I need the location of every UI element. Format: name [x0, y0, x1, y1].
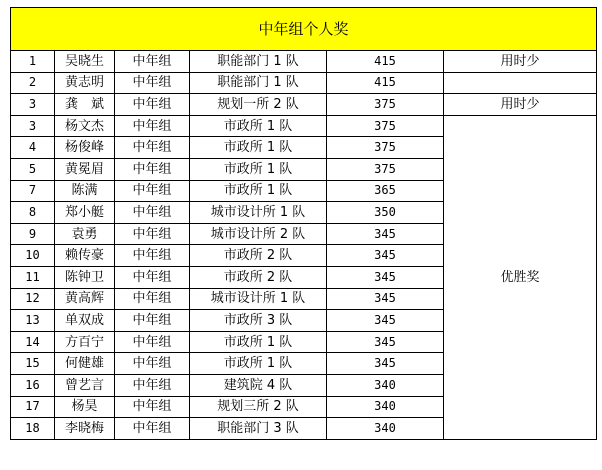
group-cell: 中年组	[115, 418, 190, 440]
score-cell: 340	[327, 418, 444, 440]
team-cell: 职能部门 1 队	[190, 51, 327, 73]
name-cell: 黄高辉	[55, 288, 115, 310]
score-cell: 350	[327, 202, 444, 224]
table-row	[11, 51, 597, 73]
table-row	[11, 72, 597, 94]
name-cell: 杨俊峰	[55, 137, 115, 159]
team-cell: 规划三所 2 队	[190, 396, 327, 418]
team-cell: 规划一所 2 队	[190, 94, 327, 116]
group-cell: 中年组	[115, 115, 190, 137]
score-cell: 375	[327, 137, 444, 159]
group-cell: 中年组	[115, 51, 190, 73]
group-cell: 中年组	[115, 158, 190, 180]
group-cell: 中年组	[115, 310, 190, 332]
name-cell: 陈满	[55, 180, 115, 202]
name-cell: 杨昊	[55, 396, 115, 418]
score-cell: 365	[327, 180, 444, 202]
group-cell: 中年组	[115, 223, 190, 245]
team-cell: 建筑院 4 队	[190, 374, 327, 396]
group-cell: 中年组	[115, 137, 190, 159]
name-cell: 黄志明	[55, 72, 115, 94]
score-cell: 345	[327, 245, 444, 267]
team-cell: 城市设计所 1 队	[190, 288, 327, 310]
rank-cell: 7	[11, 180, 55, 202]
score-cell: 375	[327, 94, 444, 116]
table-title: 中年组个人奖	[11, 8, 597, 51]
group-cell: 中年组	[115, 180, 190, 202]
rank-cell: 13	[11, 310, 55, 332]
score-cell: 345	[327, 331, 444, 353]
rank-cell: 16	[11, 374, 55, 396]
rank-cell: 3	[11, 94, 55, 116]
title-row	[11, 8, 597, 51]
rank-cell: 2	[11, 72, 55, 94]
award-table	[10, 7, 597, 440]
merged-note-cell: 优胜奖	[444, 115, 597, 439]
team-cell: 市政所 1 队	[190, 180, 327, 202]
group-cell: 中年组	[115, 72, 190, 94]
rank-cell: 12	[11, 288, 55, 310]
score-cell: 415	[327, 51, 444, 73]
score-cell: 345	[327, 223, 444, 245]
rank-cell: 11	[11, 266, 55, 288]
team-cell: 市政所 1 队	[190, 137, 327, 159]
score-cell: 340	[327, 374, 444, 396]
rank-cell: 3	[11, 115, 55, 137]
rank-cell: 17	[11, 396, 55, 418]
rank-cell: 15	[11, 353, 55, 375]
score-cell: 375	[327, 158, 444, 180]
name-cell: 袁勇	[55, 223, 115, 245]
rank-cell: 5	[11, 158, 55, 180]
team-cell: 职能部门 3 队	[190, 418, 327, 440]
group-cell: 中年组	[115, 94, 190, 116]
team-cell: 市政所 1 队	[190, 331, 327, 353]
score-cell: 340	[327, 396, 444, 418]
note-cell: 用时少	[444, 94, 597, 116]
group-cell: 中年组	[115, 374, 190, 396]
group-cell: 中年组	[115, 288, 190, 310]
group-cell: 中年组	[115, 331, 190, 353]
name-cell: 赖传豪	[55, 245, 115, 267]
rank-cell: 8	[11, 202, 55, 224]
score-cell: 345	[327, 310, 444, 332]
name-cell: 陈钟卫	[55, 266, 115, 288]
score-cell: 345	[327, 353, 444, 375]
rank-cell: 10	[11, 245, 55, 267]
group-cell: 中年组	[115, 202, 190, 224]
group-cell: 中年组	[115, 266, 190, 288]
team-cell: 城市设计所 1 队	[190, 202, 327, 224]
rank-cell: 9	[11, 223, 55, 245]
team-cell: 市政所 1 队	[190, 353, 327, 375]
table-row	[11, 115, 597, 137]
team-cell: 市政所 3 队	[190, 310, 327, 332]
team-cell: 市政所 1 队	[190, 158, 327, 180]
team-cell: 职能部门 1 队	[190, 72, 327, 94]
name-cell: 单双成	[55, 310, 115, 332]
rank-cell: 14	[11, 331, 55, 353]
name-cell: 龚 斌	[55, 94, 115, 116]
name-cell: 郑小艇	[55, 202, 115, 224]
team-cell: 市政所 2 队	[190, 245, 327, 267]
score-cell: 345	[327, 288, 444, 310]
group-cell: 中年组	[115, 353, 190, 375]
name-cell: 方百宁	[55, 331, 115, 353]
name-cell: 何健雄	[55, 353, 115, 375]
name-cell: 吴晓生	[55, 51, 115, 73]
group-cell: 中年组	[115, 245, 190, 267]
team-cell: 市政所 2 队	[190, 266, 327, 288]
rank-cell: 1	[11, 51, 55, 73]
score-cell: 375	[327, 115, 444, 137]
group-cell: 中年组	[115, 396, 190, 418]
score-cell: 345	[327, 266, 444, 288]
team-cell: 城市设计所 2 队	[190, 223, 327, 245]
note-cell: 用时少	[444, 51, 597, 73]
name-cell: 李晓梅	[55, 418, 115, 440]
score-cell: 415	[327, 72, 444, 94]
rank-cell: 18	[11, 418, 55, 440]
team-cell: 市政所 1 队	[190, 115, 327, 137]
rank-cell: 4	[11, 137, 55, 159]
name-cell: 杨文杰	[55, 115, 115, 137]
note-cell	[444, 72, 597, 94]
name-cell: 曾艺言	[55, 374, 115, 396]
name-cell: 黄冕眉	[55, 158, 115, 180]
table-row	[11, 94, 597, 116]
